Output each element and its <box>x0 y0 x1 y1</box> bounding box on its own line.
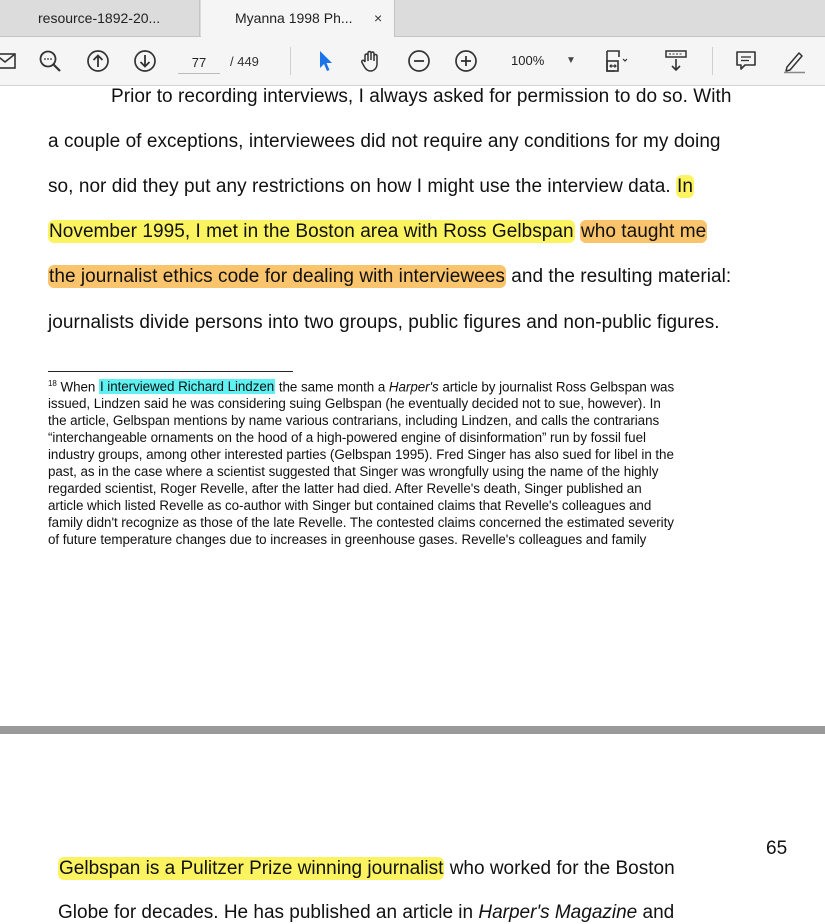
highlight-cyan[interactable]: I interviewed Richard Lindzen <box>99 379 275 395</box>
text-segment: family didn't recognize as those of the late Revelle. The contested claims concerned the estimated severity <box>48 515 674 530</box>
page-total: / 449 <box>230 54 259 69</box>
text-segment: regarded scientist, Roger Revelle, after the latter had died. After Revelle's death, Singer published an <box>48 481 642 496</box>
text-line <box>48 447 674 462</box>
text-segment: industry groups, among other interested parties (Gelbspan 1995). Fred Singer has also sued for libel in the <box>48 447 674 462</box>
text-segment: journalists divide persons into two groups, public figures and non-public figures. <box>48 312 720 333</box>
text-line <box>48 498 651 513</box>
page-up-icon[interactable] <box>84 47 112 75</box>
text-line <box>58 902 674 924</box>
highlight-yellow[interactable]: November 1995, I met in the Boston area with Ross Gelbspan <box>49 221 574 242</box>
text-segment: so, nor did they put any restrictions on how I might use the interview data. <box>48 176 677 197</box>
text-segment: When <box>56 379 99 395</box>
tab-myanna-active[interactable] <box>201 0 395 37</box>
text-segment: Prior to recording interviews, I always asked for permission to do so. With <box>111 86 732 107</box>
toolbar-divider <box>290 47 291 75</box>
pen-icon[interactable] <box>780 47 808 75</box>
italic-text: Harper's <box>388 379 439 395</box>
footnote-marker: 18 <box>48 379 57 388</box>
footnote-rule <box>48 371 293 372</box>
text-line <box>48 481 642 496</box>
comment-icon[interactable] <box>732 47 760 75</box>
highlight-yellow[interactable]: Gelbspan is a Pulitzer Prize winning journalist <box>59 858 444 879</box>
tab-bar <box>0 0 825 37</box>
italic-text: Harper's Magazine <box>478 902 638 923</box>
text-segment: and the resulting material: <box>505 266 732 287</box>
text-segment: article which listed Revelle as co-author with Singer but contained claims that Revelle's colleagues and <box>48 498 652 513</box>
highlight-orange[interactable]: who taught me <box>580 221 707 242</box>
text-line <box>48 396 661 411</box>
zoom-value: 100% <box>511 53 545 68</box>
zoom-select[interactable] <box>502 49 580 73</box>
envelope-icon[interactable] <box>0 47 20 75</box>
toolbar-divider <box>712 47 713 75</box>
text-line <box>48 464 658 479</box>
document-page-next <box>0 734 825 923</box>
text-segment: of future temperature changes due to increases in greenhouse gases. Revelle's colleagues and family <box>48 532 647 547</box>
zoom-out-magnifier-icon[interactable] <box>36 47 64 75</box>
fit-page-icon[interactable] <box>602 47 630 75</box>
text-segment: a couple of exceptions, interviewees did not require any conditions for my doing <box>48 131 721 152</box>
text-line <box>48 532 646 547</box>
text-line <box>58 858 675 880</box>
select-arrow-icon[interactable] <box>311 47 339 75</box>
text-segment: and <box>637 902 675 923</box>
zoom-minus-icon[interactable] <box>405 47 433 75</box>
text-segment: article by journalist Ross Gelbspan was <box>438 379 675 395</box>
text-line <box>48 430 646 445</box>
text-line <box>48 131 721 153</box>
text-line <box>48 515 674 530</box>
page-number: 65 <box>766 838 788 859</box>
text-line <box>48 221 707 243</box>
text-segment: issued, Lindzen said he was considering suing Gelbspan (he eventually decided not to sue, however). In <box>48 396 661 411</box>
text-line <box>48 176 694 198</box>
pdf-toolbar <box>0 37 825 86</box>
text-segment: Globe for decades. He has published an article in <box>58 902 479 923</box>
chevron-down-icon: ▼ <box>566 55 576 66</box>
tab-resource[interactable] <box>0 0 200 36</box>
page-separator <box>0 726 825 734</box>
document-page <box>0 86 825 726</box>
page-number-input[interactable] <box>178 51 220 74</box>
scroll-mode-icon[interactable] <box>662 47 690 75</box>
text-line <box>48 413 659 428</box>
text-segment: past, as in the case where a scientist suggested that Singer was wrongfully using the name of the highly <box>48 464 659 479</box>
text-line <box>48 312 720 334</box>
highlight-yellow[interactable]: In <box>677 176 693 197</box>
text-segment: “interchangeable ornaments on the hood of a high-powered engine of disinformation” run by fossil fuel <box>48 430 646 445</box>
highlight-orange[interactable]: the journalist ethics code for dealing with interviewees <box>49 266 505 287</box>
text-line <box>48 266 731 288</box>
text-segment: the same month a <box>275 379 389 395</box>
text-line <box>111 86 731 108</box>
tab-label: resource-1892-20... <box>38 10 161 26</box>
hand-tool-icon[interactable] <box>357 47 385 75</box>
page-down-icon[interactable] <box>131 47 159 75</box>
tab-label: Myanna 1998 Ph... <box>235 10 353 26</box>
text-line <box>48 379 674 394</box>
text-segment: who worked for the Boston <box>444 858 675 879</box>
text-segment: the article, Gelbspan mentions by name various contrarians, including Lindzen, and calls the contrarians <box>48 413 660 428</box>
zoom-plus-icon[interactable] <box>452 47 480 75</box>
close-tab-icon[interactable]: × <box>374 10 383 26</box>
